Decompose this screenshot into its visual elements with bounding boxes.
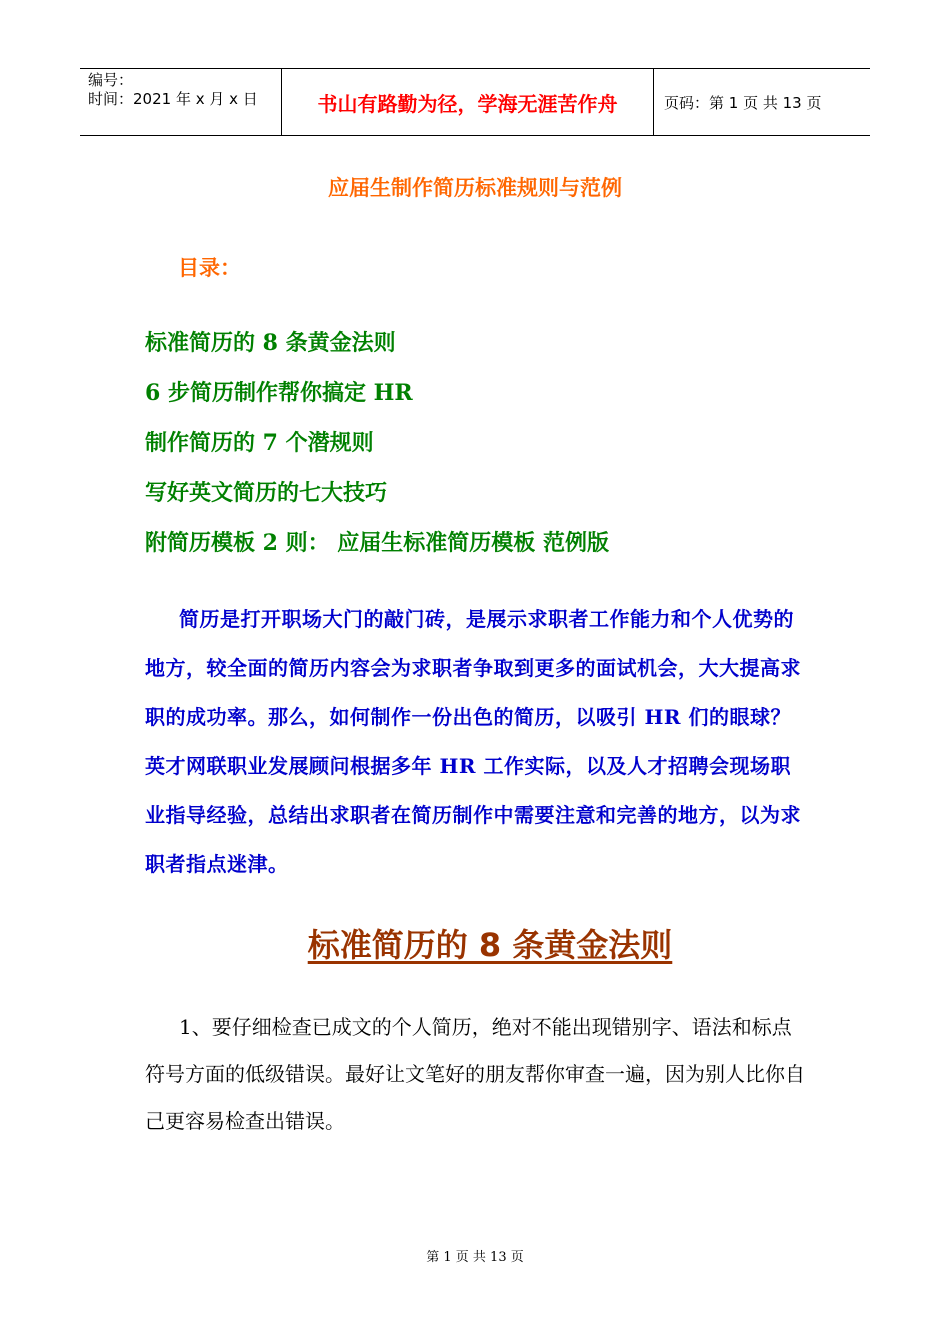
- section-title: [0, 920, 950, 966]
- section-title-text: 标准简历的 8 条黄金法则: [307, 926, 673, 964]
- serial-label: 编号：: [88, 71, 134, 89]
- toc-item[interactable]: 标准简历的 8 条黄金法则: [145, 330, 396, 356]
- body-paragraph: 1、要仔细检查已成文的个人简历，绝对不能出现错别字、语法和标点符号方面的低级错误。最好让文笔好的朋友帮你审查一遍，因为别人比你自己更容易检查出错误。: [145, 1015, 805, 1133]
- header-meta-cell: [80, 69, 282, 135]
- page-footer: 第 1 页 共 13 页: [426, 1250, 524, 1265]
- header-table: [80, 68, 870, 136]
- header-motto: 书山有路勤为径，学海无涯苦作舟: [282, 69, 654, 135]
- header-page-info: 页码：第 1 页 共 13 页: [664, 93, 822, 112]
- time-label: 时间：2021 年 x 月 x 日: [88, 90, 258, 108]
- document-title: 应届生制作简历标准规则与范例: [328, 176, 622, 200]
- toc-heading: 目录：: [178, 256, 241, 280]
- toc-item[interactable]: 6 步简历制作帮你搞定 HR: [145, 380, 413, 406]
- toc-item[interactable]: 附简历模板 2 则： 应届生标准简历模板 范例版: [145, 530, 609, 556]
- toc-item[interactable]: 写好英文简历的七大技巧: [145, 480, 388, 506]
- toc-item[interactable]: 制作简历的 7 个潜规则: [145, 430, 374, 456]
- table-of-contents: [145, 325, 609, 575]
- intro-paragraph: 简历是打开职场大门的敲门砖，是展示求职者工作能力和个人优势的地方，较全面的简历内容会为求职者争取到更多的面试机会，大大提高求职的成功率。那么，如何制作一份出色的简历，以吸引 HR 们的眼球？英才网联职业发展顾问根据多年 HR 工作实际，以及人才招聘会现场职业指导经验，总结出求职者在简历制作中需要注意和完善的地方，以为求职者指点迷津。: [145, 607, 801, 876]
